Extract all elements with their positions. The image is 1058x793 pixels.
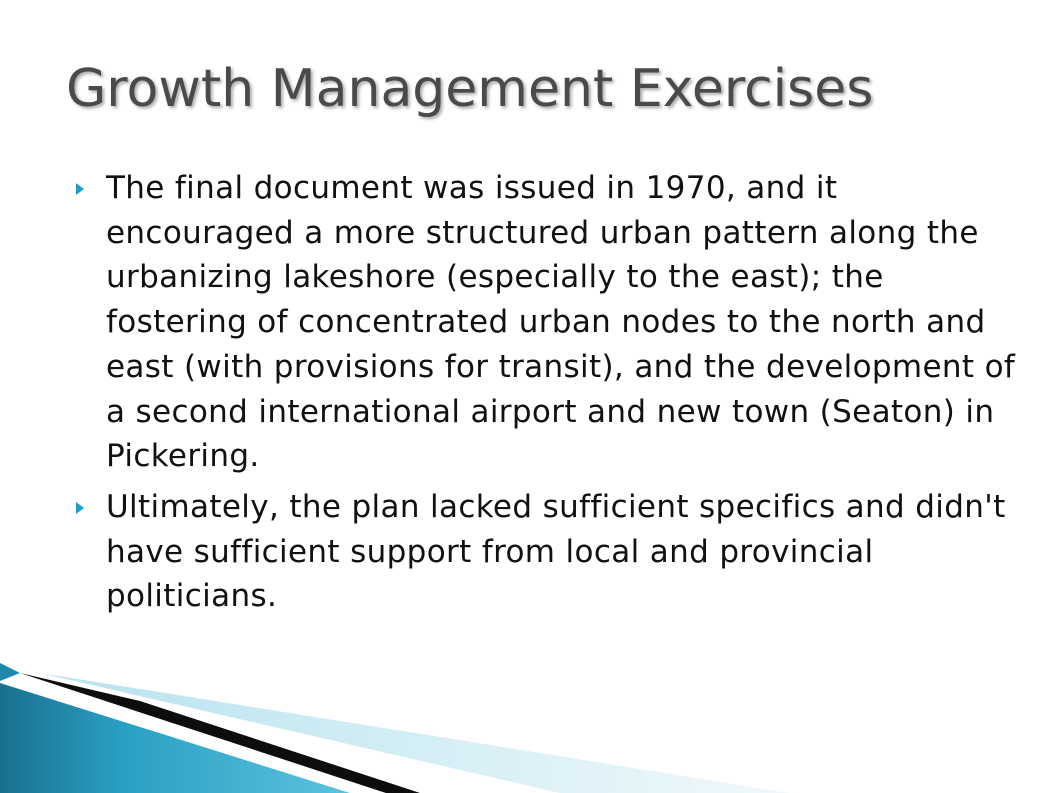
bullet-text: Ultimately, the plan lacked sufficient specifics and didn't have sufficient support from local and provincial politicians.: [106, 488, 1006, 615]
decorative-swoosh: [0, 653, 1058, 793]
bullet-item: [76, 485, 1016, 619]
right-triangle-icon: [76, 183, 84, 195]
swoosh-top: [0, 663, 20, 681]
bullet-item: [76, 166, 1016, 479]
right-triangle-icon: [76, 502, 84, 514]
bullet-text: The final document was issued in 1970, and it encouraged a more structured urban pattern along the urbanizing lakeshore (especially to the east); the fostering of concentrated urban nodes to the north and east (with provisions for transit), and the development of a second international airport and new town (Seaton) in Pickering.: [106, 170, 1016, 475]
bullet-list: [76, 166, 1016, 625]
slide-title: Growth Management Exercises: [66, 59, 874, 119]
